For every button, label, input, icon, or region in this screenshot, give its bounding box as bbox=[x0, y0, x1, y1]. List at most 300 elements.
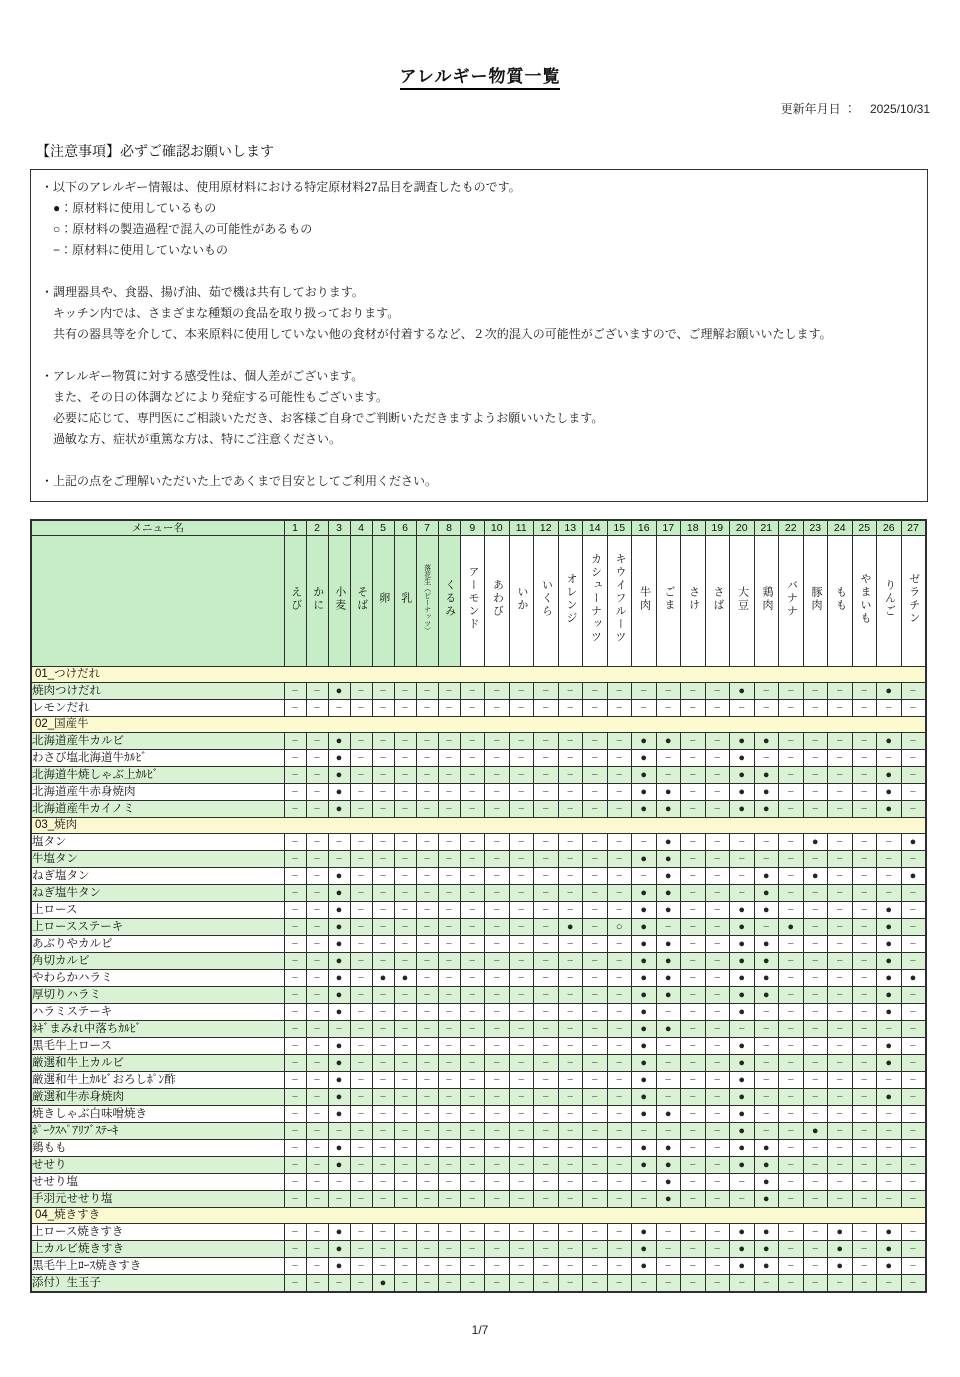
allergen-mark: − bbox=[877, 1021, 902, 1038]
allergen-mark: − bbox=[372, 953, 394, 970]
allergen-mark: − bbox=[632, 683, 657, 700]
allergen-mark: − bbox=[509, 700, 534, 717]
allergen-mark: ● bbox=[754, 868, 779, 885]
allergen-mark: − bbox=[730, 1275, 755, 1293]
allergen-mark: ● bbox=[779, 919, 804, 936]
allergen-mark: − bbox=[534, 1106, 559, 1123]
allergen-mark: − bbox=[394, 919, 416, 936]
allergen-mark: − bbox=[485, 1241, 510, 1258]
allergen-mark: − bbox=[460, 851, 485, 868]
allergen-name: かに bbox=[311, 585, 324, 612]
note-line: 過敏な方、症状が重篤な方は、特にご注意ください。 bbox=[41, 432, 342, 446]
allergen-mark: − bbox=[372, 902, 394, 919]
allergen-mark: − bbox=[372, 784, 394, 801]
allergen-mark: − bbox=[779, 750, 804, 767]
allergen-mark: − bbox=[803, 1072, 828, 1089]
allergen-mark: − bbox=[754, 1021, 779, 1038]
allergen-mark: − bbox=[485, 750, 510, 767]
allergen-mark: − bbox=[534, 970, 559, 987]
menu-name: 上ロース焼きすき bbox=[31, 1224, 284, 1241]
menu-row bbox=[31, 750, 926, 767]
allergen-mark: − bbox=[306, 868, 328, 885]
allergen-mark: − bbox=[509, 970, 534, 987]
allergen-mark: − bbox=[901, 987, 926, 1004]
allergen-mark: − bbox=[705, 936, 730, 953]
allergen-mark: − bbox=[534, 767, 559, 784]
allergen-mark: − bbox=[779, 1140, 804, 1157]
allergen-mark: ● bbox=[328, 1241, 350, 1258]
allergen-mark: − bbox=[306, 733, 328, 750]
allergen-mark: − bbox=[901, 953, 926, 970]
allergen-mark: − bbox=[372, 1089, 394, 1106]
allergen-mark: − bbox=[416, 801, 438, 818]
allergen-mark: − bbox=[705, 970, 730, 987]
allergen-number: 16 bbox=[632, 520, 657, 536]
table-head bbox=[31, 520, 926, 667]
allergen-mark: − bbox=[394, 987, 416, 1004]
allergen-mark: − bbox=[705, 885, 730, 902]
allergen-mark: − bbox=[828, 1106, 853, 1123]
allergen-mark: − bbox=[350, 801, 372, 818]
allergen-mark: − bbox=[828, 936, 853, 953]
allergen-mark: − bbox=[779, 885, 804, 902]
notes-group-4 bbox=[41, 471, 917, 492]
allergen-mark: − bbox=[306, 970, 328, 987]
allergen-mark: ● bbox=[656, 834, 681, 851]
allergen-mark: − bbox=[901, 733, 926, 750]
allergen-mark: − bbox=[394, 784, 416, 801]
allergen-mark: − bbox=[607, 784, 632, 801]
allergen-mark: − bbox=[901, 1072, 926, 1089]
allergen-mark: − bbox=[485, 767, 510, 784]
allergen-mark: − bbox=[754, 1106, 779, 1123]
allergen-name-cell bbox=[534, 536, 559, 667]
allergen-mark: − bbox=[901, 1004, 926, 1021]
allergen-mark: − bbox=[607, 936, 632, 953]
allergen-mark: − bbox=[394, 1157, 416, 1174]
allergen-mark: − bbox=[306, 919, 328, 936]
allergen-mark: − bbox=[681, 1106, 706, 1123]
allergen-mark: − bbox=[394, 1174, 416, 1191]
allergen-mark: − bbox=[779, 733, 804, 750]
allergen-mark: − bbox=[901, 851, 926, 868]
allergen-mark: − bbox=[460, 919, 485, 936]
menu-row bbox=[31, 1157, 926, 1174]
allergen-mark: − bbox=[828, 683, 853, 700]
allergen-mark: − bbox=[803, 919, 828, 936]
allergen-mark: − bbox=[416, 750, 438, 767]
allergen-mark: − bbox=[485, 683, 510, 700]
allergen-mark: ● bbox=[632, 767, 657, 784]
allergen-mark: − bbox=[438, 1258, 460, 1275]
allergen-mark: − bbox=[438, 784, 460, 801]
allergen-mark: − bbox=[852, 1241, 877, 1258]
allergen-mark: − bbox=[416, 700, 438, 717]
allergen-mark: − bbox=[438, 834, 460, 851]
section-label: 01_つけだれ bbox=[31, 667, 926, 683]
allergen-mark: ● bbox=[328, 885, 350, 902]
allergen-mark: − bbox=[632, 1174, 657, 1191]
allergen-mark: − bbox=[852, 1157, 877, 1174]
allergen-mark: − bbox=[438, 801, 460, 818]
allergen-mark: − bbox=[901, 801, 926, 818]
allergen-mark: − bbox=[828, 1174, 853, 1191]
allergen-mark: − bbox=[438, 1140, 460, 1157]
allergen-mark: − bbox=[416, 1038, 438, 1055]
allergen-mark: − bbox=[394, 1021, 416, 1038]
allergen-mark: − bbox=[416, 851, 438, 868]
menu-name: 上ロースステーキ bbox=[31, 919, 284, 936]
allergen-mark: − bbox=[350, 1021, 372, 1038]
allergen-mark: − bbox=[416, 936, 438, 953]
allergen-name: やまいも bbox=[859, 572, 872, 625]
allergen-mark: − bbox=[583, 987, 608, 1004]
allergen-mark: ● bbox=[754, 936, 779, 953]
allergen-mark: − bbox=[460, 1072, 485, 1089]
allergen-name: あわび bbox=[491, 579, 504, 618]
section-label: 03_焼肉 bbox=[31, 818, 926, 834]
allergen-mark: − bbox=[656, 1224, 681, 1241]
allergen-mark: − bbox=[607, 885, 632, 902]
allergen-mark: − bbox=[534, 1072, 559, 1089]
allergen-mark: − bbox=[877, 1106, 902, 1123]
allergen-mark: − bbox=[284, 1021, 306, 1038]
allergen-mark: − bbox=[284, 1174, 306, 1191]
allergen-mark: − bbox=[681, 1241, 706, 1258]
allergen-mark: − bbox=[485, 834, 510, 851]
allergen-mark: ● bbox=[730, 1072, 755, 1089]
allergen-mark: − bbox=[681, 767, 706, 784]
allergen-mark: ● bbox=[656, 784, 681, 801]
allergen-number: 17 bbox=[656, 520, 681, 536]
allergen-mark: − bbox=[656, 750, 681, 767]
allergen-mark: − bbox=[534, 868, 559, 885]
allergen-name-cell bbox=[284, 536, 306, 667]
allergen-mark: − bbox=[852, 1258, 877, 1275]
allergen-mark: − bbox=[583, 953, 608, 970]
allergen-mark: − bbox=[779, 1123, 804, 1140]
allergen-mark: − bbox=[509, 1106, 534, 1123]
allergen-mark: − bbox=[877, 750, 902, 767]
allergen-mark: − bbox=[509, 902, 534, 919]
allergen-mark: − bbox=[509, 1038, 534, 1055]
allergen-name-cell bbox=[328, 536, 350, 667]
allergen-mark: − bbox=[485, 851, 510, 868]
allergen-mark: ● bbox=[901, 834, 926, 851]
allergen-mark: − bbox=[583, 750, 608, 767]
allergen-mark: − bbox=[438, 1123, 460, 1140]
allergen-mark: − bbox=[460, 1224, 485, 1241]
allergen-mark: − bbox=[779, 784, 804, 801]
allergen-mark: − bbox=[416, 1140, 438, 1157]
allergen-name-cell bbox=[583, 536, 608, 667]
allergen-mark: − bbox=[852, 868, 877, 885]
allergen-mark: − bbox=[583, 1258, 608, 1275]
allergen-mark: − bbox=[350, 1224, 372, 1241]
allergen-mark: ● bbox=[394, 970, 416, 987]
menu-name: ねぎ塩牛タン bbox=[31, 885, 284, 902]
allergen-mark: − bbox=[681, 953, 706, 970]
allergen-mark: − bbox=[803, 801, 828, 818]
allergen-mark: − bbox=[803, 1021, 828, 1038]
allergen-mark: − bbox=[485, 1106, 510, 1123]
allergen-mark: − bbox=[901, 902, 926, 919]
allergen-mark: − bbox=[583, 784, 608, 801]
allergen-mark: − bbox=[803, 683, 828, 700]
allergen-mark: ● bbox=[754, 902, 779, 919]
allergen-mark: − bbox=[509, 767, 534, 784]
allergen-mark: ● bbox=[328, 784, 350, 801]
allergen-mark: − bbox=[394, 1191, 416, 1208]
allergen-number: 22 bbox=[779, 520, 804, 536]
allergen-mark: ● bbox=[730, 683, 755, 700]
allergen-mark: − bbox=[558, 834, 583, 851]
allergen-mark: − bbox=[372, 1072, 394, 1089]
allergen-mark: ● bbox=[328, 750, 350, 767]
allergen-name-cell bbox=[558, 536, 583, 667]
menu-row bbox=[31, 902, 926, 919]
allergen-mark: ● bbox=[632, 1021, 657, 1038]
allergen-mark: − bbox=[558, 970, 583, 987]
allergen-mark: − bbox=[350, 1241, 372, 1258]
allergen-number: 13 bbox=[558, 520, 583, 536]
allergen-mark: − bbox=[284, 1089, 306, 1106]
allergen-mark: − bbox=[901, 1157, 926, 1174]
allergen-mark: − bbox=[656, 1089, 681, 1106]
allergen-mark: − bbox=[681, 885, 706, 902]
allergen-mark: − bbox=[284, 767, 306, 784]
allergen-number: 10 bbox=[485, 520, 510, 536]
menu-row bbox=[31, 1275, 926, 1293]
allergen-mark: − bbox=[306, 683, 328, 700]
allergen-mark: − bbox=[779, 1038, 804, 1055]
allergen-mark: − bbox=[558, 1140, 583, 1157]
allergen-mark: − bbox=[460, 868, 485, 885]
allergen-mark: − bbox=[901, 1275, 926, 1293]
allergen-mark: − bbox=[681, 801, 706, 818]
allergen-mark: − bbox=[534, 1258, 559, 1275]
allergen-mark: ● bbox=[632, 936, 657, 953]
allergen-mark: − bbox=[350, 1089, 372, 1106]
menu-row bbox=[31, 1055, 926, 1072]
menu-name: 厳選和牛赤身焼肉 bbox=[31, 1089, 284, 1106]
allergen-mark: − bbox=[438, 1241, 460, 1258]
menu-name: せせり塩 bbox=[31, 1174, 284, 1191]
menu-row bbox=[31, 987, 926, 1004]
allergen-mark: − bbox=[828, 1038, 853, 1055]
allergen-mark: − bbox=[460, 1021, 485, 1038]
allergen-mark: − bbox=[284, 953, 306, 970]
notice-heading: 【注意事項】必ずご確認お願いします bbox=[36, 143, 274, 159]
menu-name: ﾎﾟｰｸｽﾍﾟｱﾘﾌﾞｽﾃｰｷ bbox=[31, 1123, 284, 1140]
allergen-mark: − bbox=[485, 1004, 510, 1021]
allergen-mark: − bbox=[705, 1038, 730, 1055]
allergen-mark: − bbox=[901, 1021, 926, 1038]
allergen-mark: − bbox=[485, 919, 510, 936]
menu-row bbox=[31, 919, 926, 936]
allergen-mark: − bbox=[705, 987, 730, 1004]
allergen-mark: − bbox=[558, 987, 583, 1004]
allergen-mark: ● bbox=[632, 1055, 657, 1072]
allergen-mark: − bbox=[394, 868, 416, 885]
allergen-mark: − bbox=[394, 700, 416, 717]
allergen-mark: − bbox=[534, 1174, 559, 1191]
allergen-mark: − bbox=[485, 936, 510, 953]
allergen-mark: − bbox=[350, 1123, 372, 1140]
allergen-mark: − bbox=[852, 1055, 877, 1072]
allergen-mark: − bbox=[485, 1123, 510, 1140]
allergen-mark: − bbox=[558, 953, 583, 970]
allergen-mark: − bbox=[852, 936, 877, 953]
allergen-mark: − bbox=[828, 733, 853, 750]
allergen-mark: − bbox=[754, 851, 779, 868]
menu-row bbox=[31, 1072, 926, 1089]
allergen-mark: − bbox=[394, 1224, 416, 1241]
allergen-mark: − bbox=[350, 1072, 372, 1089]
allergen-mark: − bbox=[284, 885, 306, 902]
allergen-mark: − bbox=[607, 902, 632, 919]
allergen-mark: − bbox=[607, 970, 632, 987]
allergen-mark: − bbox=[350, 1055, 372, 1072]
allergen-mark: − bbox=[534, 1241, 559, 1258]
allergen-mark: − bbox=[534, 851, 559, 868]
allergen-number: 2 bbox=[306, 520, 328, 536]
allergen-name-cell bbox=[438, 536, 460, 667]
allergen-mark: − bbox=[534, 1275, 559, 1293]
allergen-mark: ● bbox=[632, 953, 657, 970]
allergen-mark: − bbox=[558, 1055, 583, 1072]
allergen-mark: − bbox=[534, 1004, 559, 1021]
allergen-mark: − bbox=[828, 834, 853, 851]
allergen-mark: − bbox=[350, 1275, 372, 1293]
allergen-mark: − bbox=[583, 700, 608, 717]
allergen-mark: − bbox=[705, 1157, 730, 1174]
note-line: ・上記の点をご理解いただいた上であくまで目安としてご利用ください。 bbox=[41, 474, 438, 488]
menu-row bbox=[31, 700, 926, 717]
allergen-mark: − bbox=[705, 834, 730, 851]
allergen-mark: − bbox=[558, 683, 583, 700]
allergen-mark: − bbox=[438, 767, 460, 784]
allergen-mark: − bbox=[558, 733, 583, 750]
allergen-mark: − bbox=[350, 953, 372, 970]
allergen-mark: − bbox=[705, 700, 730, 717]
allergen-mark: − bbox=[901, 1055, 926, 1072]
allergen-mark: ● bbox=[632, 1224, 657, 1241]
allergen-mark: − bbox=[509, 936, 534, 953]
allergen-mark: − bbox=[350, 1038, 372, 1055]
allergen-mark: − bbox=[901, 1191, 926, 1208]
note-line: ○：原材料の製造過程で混入の可能性があるもの bbox=[41, 222, 313, 236]
allergen-mark: − bbox=[306, 1089, 328, 1106]
allergen-mark: − bbox=[534, 1224, 559, 1241]
allergen-mark: − bbox=[558, 767, 583, 784]
allergen-number: 9 bbox=[460, 520, 485, 536]
notes-box bbox=[30, 169, 928, 502]
allergen-mark: − bbox=[372, 1123, 394, 1140]
allergen-mark: − bbox=[485, 784, 510, 801]
allergen-mark: − bbox=[328, 1174, 350, 1191]
allergen-mark: − bbox=[607, 868, 632, 885]
allergen-mark: − bbox=[328, 1021, 350, 1038]
allergen-mark: − bbox=[705, 1055, 730, 1072]
allergen-mark: − bbox=[583, 885, 608, 902]
allergen-mark: − bbox=[754, 1275, 779, 1293]
allergen-mark: − bbox=[828, 1089, 853, 1106]
allergen-mark: − bbox=[803, 1224, 828, 1241]
allergen-mark: − bbox=[372, 1258, 394, 1275]
allergen-mark: ● bbox=[730, 1123, 755, 1140]
allergen-mark: − bbox=[828, 1191, 853, 1208]
allergen-mark: − bbox=[438, 733, 460, 750]
allergen-mark: − bbox=[394, 750, 416, 767]
allergen-mark: − bbox=[607, 1106, 632, 1123]
allergen-mark: − bbox=[460, 1089, 485, 1106]
allergen-mark: ● bbox=[877, 970, 902, 987]
allergen-mark: − bbox=[416, 953, 438, 970]
allergen-mark: − bbox=[852, 767, 877, 784]
allergen-mark: − bbox=[901, 936, 926, 953]
allergen-name-cell bbox=[828, 536, 853, 667]
allergen-mark: ● bbox=[328, 1055, 350, 1072]
allergen-mark: − bbox=[394, 767, 416, 784]
allergen-mark: ● bbox=[754, 987, 779, 1004]
allergen-mark: − bbox=[438, 1021, 460, 1038]
allergen-mark: − bbox=[852, 1004, 877, 1021]
allergen-mark: ● bbox=[656, 970, 681, 987]
allergen-mark: − bbox=[705, 851, 730, 868]
allergen-mark: − bbox=[877, 1140, 902, 1157]
allergen-mark: − bbox=[681, 1123, 706, 1140]
allergen-mark: − bbox=[681, 1038, 706, 1055]
menu-row bbox=[31, 834, 926, 851]
allergen-mark: − bbox=[901, 750, 926, 767]
allergen-name: いくら bbox=[540, 579, 553, 618]
allergen-mark: − bbox=[877, 1275, 902, 1293]
menu-name: わさび塩北海道牛ｶﾙﾋﾞ bbox=[31, 750, 284, 767]
allergen-mark: − bbox=[852, 885, 877, 902]
menu-row bbox=[31, 1224, 926, 1241]
allergen-mark: − bbox=[306, 700, 328, 717]
allergen-number: 14 bbox=[583, 520, 608, 536]
menu-row bbox=[31, 936, 926, 953]
allergen-mark: ● bbox=[877, 784, 902, 801]
allergen-mark: − bbox=[372, 750, 394, 767]
allergen-mark: − bbox=[438, 851, 460, 868]
allergen-mark: − bbox=[350, 733, 372, 750]
allergen-mark: − bbox=[828, 1123, 853, 1140]
menu-row bbox=[31, 851, 926, 868]
allergen-mark: − bbox=[779, 700, 804, 717]
allergen-mark: − bbox=[901, 1224, 926, 1241]
section-row bbox=[31, 1208, 926, 1224]
allergen-mark: − bbox=[372, 767, 394, 784]
allergen-mark: − bbox=[394, 885, 416, 902]
allergen-mark: ● bbox=[730, 970, 755, 987]
allergen-mark: − bbox=[372, 683, 394, 700]
allergen-mark: − bbox=[583, 834, 608, 851]
allergen-mark: − bbox=[705, 868, 730, 885]
allergen-mark: − bbox=[372, 1157, 394, 1174]
allergen-number: 11 bbox=[509, 520, 534, 536]
allergen-mark: − bbox=[607, 953, 632, 970]
allergen-mark: − bbox=[284, 834, 306, 851]
allergen-mark: − bbox=[656, 919, 681, 936]
allergen-mark: − bbox=[828, 1055, 853, 1072]
allergen-mark: − bbox=[460, 1241, 485, 1258]
allergen-mark: − bbox=[828, 750, 853, 767]
allergen-mark: ● bbox=[754, 1241, 779, 1258]
allergen-mark: ● bbox=[754, 784, 779, 801]
